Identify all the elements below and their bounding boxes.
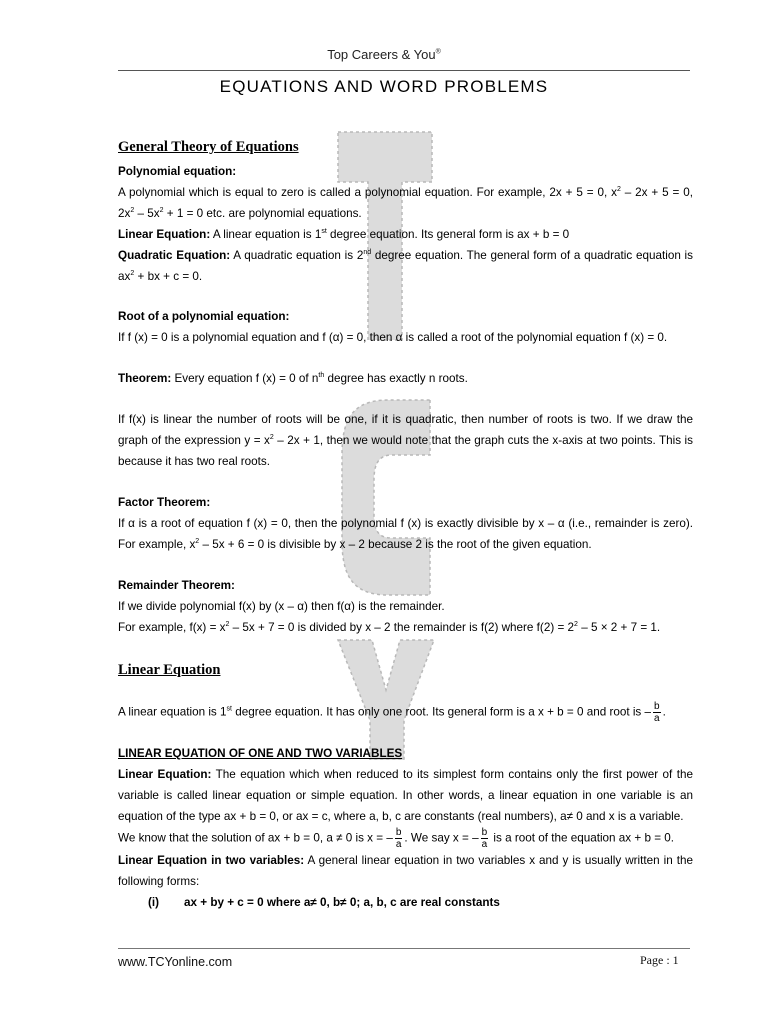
registered-mark: ® — [435, 48, 441, 56]
fraction-b-over-a: $\frac{b}{a}$ — [481, 827, 488, 850]
page-title: EQUATIONS AND WORD PROBLEMS — [219, 77, 549, 96]
linear-equation-one-variable-def: Linear Equation: The equation which when reduced to its simplest form contains only the first power of the variable is called linear equation or simple equation. In other words, a linear equation in one variable is an equation of the type ax + b = 0, or ax = c, where a, b, c are constants (real numbers), a≠ 0 and x is a variable. — [118, 768, 693, 823]
list-item: (i) ax + by + c = 0 where a≠ 0, b≠ 0; a, b, c are real constants — [148, 896, 500, 909]
header-rule — [118, 70, 690, 71]
brand-name: Top Careers & You — [327, 47, 436, 62]
root-label: Root of a polynomial equation: — [118, 310, 290, 323]
remainder-theorem-line1: If we divide polynomial f(x) by (x – α) then f(α) is the remainder. — [118, 600, 445, 613]
graph-paragraph: If f(x) is linear the number of roots will be one, if it is quadratic, then number of roots is two. If we draw the graph of the expression $y = x^2 - 2x + 1$, then we would note that the graph cuts the x-axis at two points. This is because it has two real roots. — [118, 413, 693, 468]
polynomial-equation-label: Polynomial equation: — [118, 165, 237, 178]
linear-equation-solution: We know that the solution of ax + b = 0, a ≠ 0 is x = – $\frac{b}{a}$ . We say x = – $\frac{b}{a}$ is a root of the equation ax + b = 0. — [118, 827, 675, 850]
fraction-b-over-a: $\frac{b}{a}$ — [395, 827, 402, 850]
remainder-theorem-label: Remainder Theorem: — [118, 579, 235, 592]
remainder-theorem-example: For example, $f(x) = x^2 - 5x + 7 = 0$ is divided by x – 2 the remainder is f(2) where $f(2) = 2^2 - 5 \times 2 + 7 = 1$. — [118, 621, 661, 634]
section-heading-general-theory: General Theory of Equations — [118, 139, 299, 155]
section-heading-linear-equation: Linear Equation — [118, 662, 221, 678]
footer-rule — [118, 948, 690, 949]
fraction-b-over-a: $\frac{b}{a}$ — [654, 701, 660, 724]
subsection-heading-one-two-variables: LINEAR EQUATION OF ONE AND TWO VARIABLES — [118, 747, 403, 760]
quadratic-equation-definition: Quadratic Equation: A quadratic equation is 2nd degree equation. The general form of a quadratic equation is $ax^2$ + bx + c = 0. — [118, 249, 694, 283]
linear-equation-intro: A linear equation is 1st degree equation. It has only one root. Its general form is a x + b = 0 and root is – $\frac{b}{a}$ . — [118, 701, 666, 724]
linear-equation-definition: Linear Equation: A linear equation is 1st degree equation. Its general form is ax + b = 0 — [118, 228, 570, 241]
footer-url: www.TCYonline.com — [118, 955, 233, 969]
root-text: If f (x) = 0 is a polynomial equation and f (α) = 0, then α is called a root of the polynomial equation f (x) = 0. — [118, 331, 668, 344]
header-brand — [0, 47, 768, 62]
factor-theorem-label: Factor Theorem: — [118, 496, 211, 509]
factor-theorem-text: If α is a root of equation f (x) = 0, then the polynomial f (x) is exactly divisible by x – α (i.e., remainder is zero). For example, $x^2 - 5x + 6 = 0$ is divisible by x – 2 because 2 is the root of the given equation. — [118, 517, 693, 551]
linear-equation-two-variables: Linear Equation in two variables: A general linear equation in two variables x and y is usually written in the following forms: — [118, 854, 693, 888]
theorem-text: Theorem: Every equation f (x) = 0 of $n^{th}$ degree has exactly n roots. — [118, 372, 468, 385]
document-body — [118, 135, 693, 913]
polynomial-equation-text: A polynomial which is equal to zero is called a polynomial equation. For example, 2x + 5 = 0, $x^2 - 2x + 5 = 0$, $2x^2 - 5x^2 + 1 = 0$ etc. are polynomial equations. — [118, 186, 693, 220]
page-number: Page : 1 — [640, 953, 679, 967]
